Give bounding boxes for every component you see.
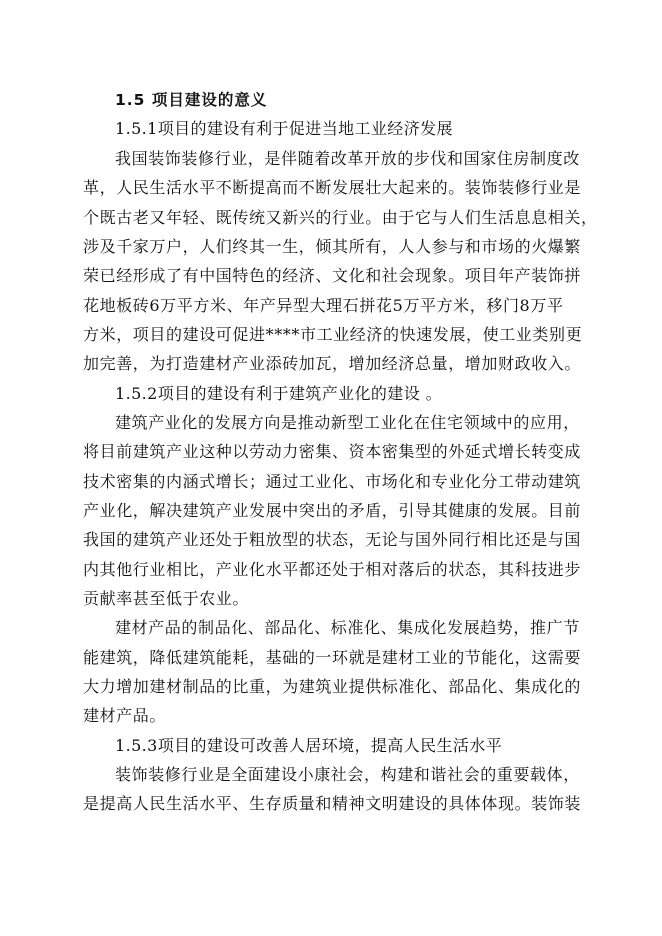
paragraph-line: 装饰装修行业是全面建设小康社会，构建和谐社会的重要载体， (115, 765, 580, 784)
subsection-title-1-5-1: 1.5.1项目的建设有利于促进当地工业经济发展 (115, 119, 453, 138)
subsection-title-1-5-2: 1.5.2项目的建设有利于建筑产业化的建设 。 (115, 384, 442, 403)
paragraph-line: 将目前建筑产业这种以劳动力密集、资本密集型的外延式增长转变成 (83, 442, 582, 461)
paragraph-line: 加完善，为打造建材产业添砖加瓦，增加经济总量，增加财政收入。 (83, 354, 582, 373)
paragraph-line: 建筑产业化的发展方向是推动新型工业化在住宅领域中的应用， (115, 413, 580, 432)
paragraph-line: 是提高人民生活水平、生存质量和精神文明建设的具体体现。装饰装 (83, 794, 582, 813)
paragraph-line: 内其他行业相比，产业化水平都还处于相对落后的状态，其科技进步 (83, 560, 582, 579)
paragraph-line: 花地板砖6万平方米、年产异型大理石拼花5万平方米，移门8万平 (83, 296, 564, 315)
paragraph-line: 能建筑，降低建筑能耗，基础的一环就是建材工业的节能化，这需要 (83, 648, 582, 667)
paragraph-line: 建材产品的制品化、部品化、标准化、集成化发展趋势，推广节 (115, 618, 580, 637)
paragraph-line: 我国装饰装修行业，是伴随着改革开放的步伐和国家住房制度改 (115, 149, 580, 168)
paragraph-line: 涉及千家万户，人们终其一生，倾其所有，人人参与和市场的火爆繁 (83, 237, 582, 256)
paragraph-line: 产业化，解决建筑产业发展中突出的矛盾，引导其健康的发展。目前 (83, 501, 582, 520)
subsection-title-1-5-3: 1.5.3项目的建设可改善人居环境，提高人民生活水平 (115, 736, 503, 755)
section-heading: 1.5 项目建设的意义 (115, 91, 268, 109)
paragraph-line: 贡献率甚至低于农业。 (83, 589, 250, 608)
paragraph-line: 建材产品。 (83, 706, 167, 725)
paragraph-line: 荣已经形成了有中国特色的经济、文化和社会现象。项目年产装饰拼 (83, 266, 582, 285)
paragraph-line: 技术密集的内涵式增长；通过工业化、市场化和专业化分工带动建筑 (83, 472, 582, 491)
paragraph-line: 我国的建筑产业还处于粗放型的状态，无论与国外同行相比还是与国 (83, 530, 582, 549)
paragraph-line: 方米，项目的建设可促进****市工业经济的快速发展，使工业类别更 (83, 325, 583, 344)
paragraph-line: 革，人民生活水平不断提高而不断发展壮大起来的。装饰装修行业是 (83, 178, 582, 197)
paragraph-line: 大力增加建材制品的比重，为建筑业提供标准化、部品化、集成化的 (83, 677, 582, 696)
paragraph-line: 个既古老又年轻、既传统又新兴的行业。由于它与人们生活息息相关， (83, 208, 598, 227)
